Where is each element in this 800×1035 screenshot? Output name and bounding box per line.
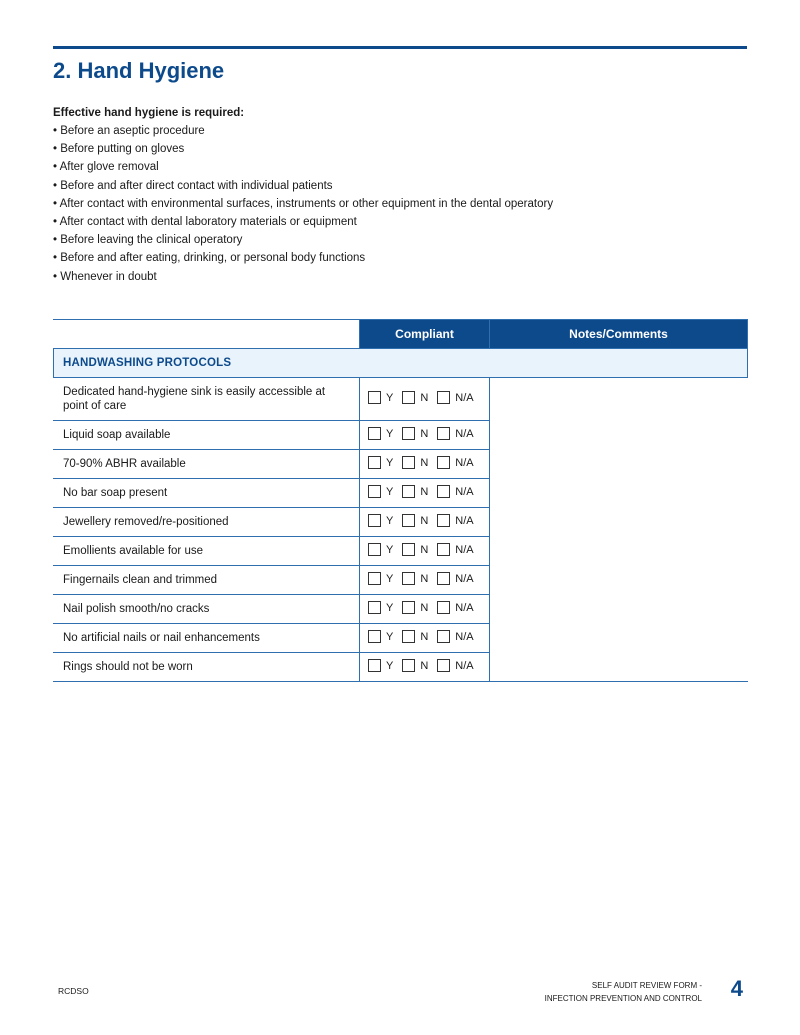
checkbox-no[interactable] (402, 601, 428, 614)
checkbox-box[interactable] (437, 630, 450, 643)
checkbox-yes[interactable] (368, 630, 393, 643)
checkbox-yes[interactable] (368, 391, 393, 404)
checkbox-no[interactable] (402, 456, 428, 469)
checkbox-yes[interactable] (368, 485, 393, 498)
checkbox-box[interactable] (368, 601, 381, 614)
footer-form-line2: INFECTION PREVENTION AND CONTROL (544, 993, 702, 1003)
checkbox-label: Y (386, 427, 394, 440)
checkbox-na[interactable] (437, 456, 473, 469)
checkbox-no[interactable] (402, 485, 428, 498)
checkbox-box[interactable] (437, 659, 450, 672)
checkbox-na[interactable] (437, 427, 473, 440)
checkbox-label: N/A (455, 514, 474, 527)
row-item-label: No bar soap present (54, 479, 360, 508)
checkbox-yes[interactable] (368, 543, 393, 556)
checkbox-box[interactable] (368, 391, 381, 404)
checkbox-label: N/A (455, 485, 474, 498)
section-row (54, 349, 748, 378)
checkbox-no[interactable] (402, 659, 428, 672)
checkbox-no[interactable] (402, 572, 428, 585)
checkbox-label: N (420, 630, 429, 643)
checkbox-label: Y (386, 659, 394, 672)
checkbox-box[interactable] (437, 485, 450, 498)
checkbox-label: N (420, 514, 429, 527)
checkbox-box[interactable] (402, 514, 415, 527)
compliance-options (360, 566, 490, 595)
checkbox-label: N (420, 456, 429, 469)
checkbox-label: N (420, 485, 429, 498)
list-item: • After contact with environmental surfaces, instruments or other equipment in the dental operatory (53, 197, 554, 210)
checkbox-label: Y (386, 456, 394, 469)
checkbox-na[interactable] (437, 630, 473, 643)
checkbox-label: N (420, 391, 429, 404)
checkbox-label: N (420, 543, 429, 556)
checkbox-label: N (420, 572, 429, 585)
page-title: 2. Hand Hygiene (53, 58, 225, 83)
checkbox-no[interactable] (402, 630, 428, 643)
checkbox-na[interactable] (437, 543, 473, 556)
list-item: • Before and after direct contact with individual patients (53, 179, 333, 192)
audit-table (53, 319, 748, 682)
checkbox-na[interactable] (437, 514, 473, 527)
intro-heading: Effective hand hygiene is required: (53, 107, 245, 119)
checkbox-box[interactable] (368, 427, 381, 440)
compliance-options (360, 508, 490, 537)
compliance-options (360, 421, 490, 450)
footer-form-title (545, 980, 702, 1005)
checkbox-na[interactable] (437, 391, 473, 404)
checkbox-box[interactable] (402, 630, 415, 643)
list-item: • Before and after eating, drinking, or personal body functions (53, 252, 366, 265)
checkbox-box[interactable] (437, 572, 450, 585)
checkbox-box[interactable] (402, 456, 415, 469)
checkbox-label: N/A (455, 630, 474, 643)
checkbox-label: N/A (455, 659, 474, 672)
checkbox-label: N/A (455, 427, 474, 440)
checkbox-box[interactable] (368, 630, 381, 643)
checkbox-box[interactable] (402, 572, 415, 585)
checkbox-yes[interactable] (368, 514, 393, 527)
bullet-list (53, 122, 747, 286)
checkbox-yes[interactable] (368, 427, 393, 440)
list-item: • Before leaving the clinical operatory (53, 234, 243, 247)
checkbox-no[interactable] (402, 391, 428, 404)
compliance-options (360, 624, 490, 653)
checkbox-na[interactable] (437, 485, 473, 498)
checkbox-na[interactable] (437, 601, 473, 614)
checkbox-box[interactable] (368, 572, 381, 585)
checkbox-label: Y (386, 630, 394, 643)
list-item: • Whenever in doubt (53, 270, 157, 283)
intro-block (53, 104, 747, 286)
table-row (54, 378, 748, 421)
checkbox-label: Y (386, 543, 394, 556)
checkbox-box[interactable] (402, 659, 415, 672)
checkbox-box[interactable] (437, 601, 450, 614)
row-item-label: Emollients available for use (54, 537, 360, 566)
checkbox-label: N (420, 427, 429, 440)
row-item-label: Nail polish smooth/no cracks (54, 595, 360, 624)
checkbox-box[interactable] (402, 391, 415, 404)
checkbox-yes[interactable] (368, 659, 393, 672)
checkbox-label: N/A (455, 572, 474, 585)
row-item-label: Jewellery removed/re-positioned (54, 508, 360, 537)
compliance-options (360, 378, 490, 421)
notes-field[interactable] (490, 378, 748, 682)
checkbox-label: Y (386, 572, 394, 585)
compliance-options (360, 537, 490, 566)
row-item-label: Rings should not be worn (54, 653, 360, 682)
checkbox-yes[interactable] (368, 572, 393, 585)
checkbox-label: Y (386, 485, 394, 498)
checkbox-box[interactable] (437, 391, 450, 404)
checkbox-box[interactable] (437, 427, 450, 440)
page-number: 4 (730, 976, 743, 1001)
row-item-label: Liquid soap available (54, 421, 360, 450)
checkbox-label: Y (386, 601, 394, 614)
checkbox-box[interactable] (368, 514, 381, 527)
checkbox-box[interactable] (437, 514, 450, 527)
list-item: • Before putting on gloves (53, 143, 185, 156)
footer-form-line1: SELF AUDIT REVIEW FORM - (591, 981, 702, 990)
checkbox-box[interactable] (402, 427, 415, 440)
checkbox-yes[interactable] (368, 601, 393, 614)
list-item: • After glove removal (53, 161, 159, 174)
header-notes: Notes/Comments (490, 320, 748, 349)
footer-org: RCDSO (58, 986, 89, 996)
checkbox-box[interactable] (368, 543, 381, 556)
checkbox-box[interactable] (368, 485, 381, 498)
compliance-options (360, 450, 490, 479)
checkbox-yes[interactable] (368, 456, 393, 469)
row-item-label: Fingernails clean and trimmed (54, 566, 360, 595)
checkbox-label: N (420, 601, 429, 614)
row-item-label: 70-90% ABHR available (54, 450, 360, 479)
checkbox-label: N/A (455, 456, 474, 469)
checkbox-box[interactable] (402, 601, 415, 614)
checkbox-no[interactable] (402, 427, 428, 440)
checkbox-na[interactable] (437, 659, 473, 672)
compliance-options (360, 595, 490, 624)
checkbox-label: N (420, 659, 429, 672)
checkbox-box[interactable] (437, 543, 450, 556)
checkbox-box[interactable] (437, 456, 450, 469)
checkbox-label: N/A (455, 543, 474, 556)
list-item: • Before an aseptic procedure (53, 125, 205, 137)
header-compliant: Compliant (360, 320, 490, 349)
checkbox-box[interactable] (402, 543, 415, 556)
section-label: HANDWASHING PROTOCOLS (54, 349, 748, 378)
checkbox-label: Y (386, 514, 394, 527)
compliance-options (360, 479, 490, 508)
checkbox-label: Y (386, 391, 394, 404)
checkbox-label: N/A (455, 391, 474, 404)
checkbox-no[interactable] (402, 543, 428, 556)
checkbox-na[interactable] (437, 572, 473, 585)
checkbox-box[interactable] (402, 485, 415, 498)
checkbox-box[interactable] (368, 456, 381, 469)
header-blank (54, 320, 360, 349)
checkbox-box[interactable] (368, 659, 381, 672)
compliance-options (360, 653, 490, 682)
checkbox-label: N/A (455, 601, 474, 614)
row-item-label: Dedicated hand-hygiene sink is easily accessible at point of care (54, 378, 360, 421)
table-header-row (54, 320, 748, 349)
checkbox-no[interactable] (402, 514, 428, 527)
row-item-label: No artificial nails or nail enhancements (54, 624, 360, 653)
top-rule (53, 46, 747, 49)
list-item: • After contact with dental laboratory materials or equipment (53, 216, 357, 229)
